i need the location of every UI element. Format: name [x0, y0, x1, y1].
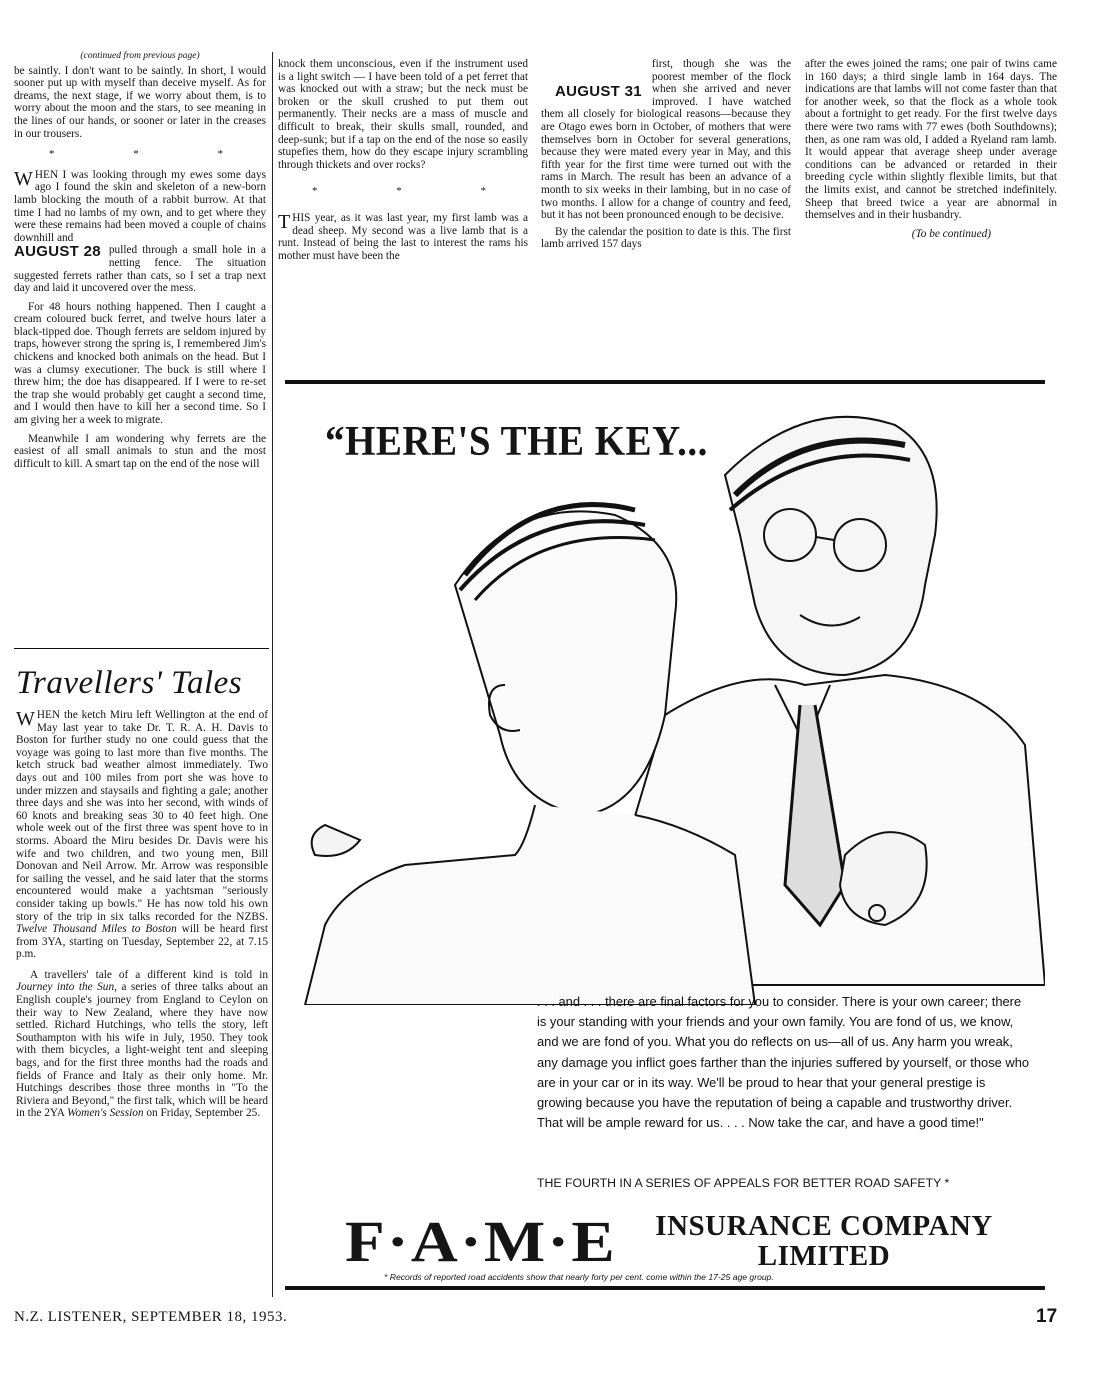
paragraph-text: HIS year, as it was last year, my first lamb was a dead sheep. My second was a live lamb that is a runt. Instead of being the last to interest the rams his mother must have been the — [278, 211, 528, 262]
paragraph: after the ewes joined the rams; one pair of twins came in 160 days; a third single lamb in 164 days. The indications are that lambs will not come faster than that for another week, so that the flock as a whole took about a fortnight to get ready. For the first twelve days there were two rams with 77 ewes (both Southdowns); then, as one ram was old, I added a Ryeland ram lamb. It would appear that average sheep under average conditions can be advanced or retarded in their breeding cycle within slightly flexible limits, but that the limits exist, and cannot be stretched indefinitely. Sheep that breed twice a year are abnormal in themselves and in their husbandry. — [805, 58, 1057, 222]
column-divider — [272, 52, 273, 1297]
paragraph — [16, 969, 268, 1120]
column-rule — [14, 648, 269, 649]
article-column-4 — [805, 58, 1057, 240]
paragraph: Meanwhile I am wondering why ferrets are the easiest of all small animals to stun and the most difficult to kill. A smart tap on the end of the nose will — [14, 432, 266, 470]
continued-note: (continued from previous page) — [80, 51, 200, 61]
italic-title: Journey into the Sun, — [16, 981, 117, 994]
paragraph: By the calendar the position to date is this. The first lamb arrived 157 days — [541, 225, 791, 251]
paragraph — [14, 244, 266, 294]
dateline: AUGUST 28 — [14, 243, 101, 261]
paragraph: be saintly. I don't want to be saintly. In short, I would sooner put up with myself than deceive myself. As for dreams, the next stage, if we worry about them, is to worry about the moon and the stars, to see meaning in the lines of our hands, or sooner or later in the creases in our trousers. — [14, 64, 266, 140]
paragraph-text: on Friday, September 25. — [146, 1107, 261, 1120]
paragraph-text: pulled through a small hole in a netting fence. The situation suggested ferrets rather than cats, so I set a trap next day and laid it uncovered over the mess. — [14, 244, 266, 295]
drop-cap: W — [16, 708, 35, 730]
article-column-2 — [278, 58, 528, 268]
paragraph-text: A travellers' tale of a different kind is told in — [30, 968, 268, 981]
travellers-tales — [16, 655, 268, 1126]
publication-footer: N.Z. LISTENER, SEPTEMBER 18, 1953. — [14, 1309, 288, 1325]
paragraph: For 48 hours nothing happened. Then I caught a cream coloured buck ferret, and twelve hours later a black-tipped doe. Though ferrets are seldom injured by traps, however strong the spring is, I remembered Jim's chickens and knocked both animals on the head. But I was a clumsy executioner. The buck is still where I threw him; the doe has disappeared. If I were to re-set the trap she would probably get caught a second time, and I would then have to kill her a second time. So I am giving her a week to migrate. — [14, 300, 266, 427]
page-number: 17 — [1036, 1306, 1058, 1327]
dateline: AUGUST 31 — [555, 83, 642, 100]
illustration-two-men — [285, 385, 1045, 1005]
paragraph — [16, 709, 268, 961]
article-column-1 — [14, 50, 266, 476]
ad-series-line: THE FOURTH IN A SERIES OF APPEALS FOR BETTER ROAD SAFETY * — [537, 1176, 950, 1190]
company-name-line2: LIMITED — [757, 1240, 891, 1272]
italic-title: Women's Session — [67, 1107, 144, 1120]
to-be-continued: (To be continued) — [911, 227, 991, 240]
ad-footnote: * Records of reported road accidents show that nearly forty per cent. come within the 17-25 age group. — [384, 1272, 774, 1282]
paragraph-text: HEN the ketch Miru left Wellington at the end of May last year to take Dr. T. R. A. H. Davis to Boston for further study no one could guess that the voyage was going to last more than five months. The ketch struck bad weather almost immediately. Two days out and 100 miles from port she was hove to under mizzen and staysails and fighting a gale; another three days and she was into her second, with winds of 60 knots and breaking seas 30 to 40 feet high. One whole week out of the first three was spent hove to in storms. Aboard the Miru besides Dr. Davis were his wife and two children, and two young men, Bill Donovan and Neil Arrow. Mr. Arrow was responsible for sailing the vessel, and he said later that the storms encountered would make a yachtsman "seriously consider taking up bowls." He has now told his own story of the trip in six talks recorded for the NZBS. — [16, 709, 268, 923]
paragraph — [14, 169, 266, 245]
ad-bottom-rule — [285, 1286, 1045, 1290]
italic-title: Twelve Thousand Miles to Boston — [16, 923, 177, 936]
ad-top-rule — [285, 380, 1045, 384]
paragraph-text: HEN I was looking through my ewes some days ago I found the skin and skeleton of a new-born lamb blocking the mouth of a rabbit burrow. At that time I had no lambs of my own, and to get where they were these remains had been moved a couple of chains downhill and — [14, 168, 266, 244]
ad-body-copy: . . . and . . . there are final factors for you to consider. There is your own career; there is your standing with your friends and your own family. You are fond of us, we know, and we are fond of you. What you do reflects on us—all of us. Any harm you wreak, any damage you inflict goes farther than the injuries suffered by yourself, or those who are in your car or in its way. We'll be proud to hear that your general prestige is growing because you have the reputation of being a capable and trustworthy driver. That will be ample reward for us. . . . Now take the car, and have a good time!" — [537, 994, 1030, 1131]
company-name — [640, 1211, 1008, 1271]
drop-cap: T — [278, 210, 291, 233]
paragraph-text: a series of three talks about an English couple's journey from England to Ceylon on their way to New Zealand, where they have now settled. Richard Hutchings, who tells the story, left Southampton with his wife in July, 1950. They took with them bicycles, a light-weight tent and sleeping bags, and for the first three months had the roads and fields of France and Italy as their only home. Mr. Hutchings describes those three months in "To the Riviera and Beyond," the first talk, which will be heard in the 2YA — [16, 981, 268, 1120]
paragraph — [541, 58, 791, 222]
section-title: Travellers' Tales — [16, 665, 243, 701]
article-column-3 — [541, 58, 791, 257]
paragraph-text: first, though she was the poorest member of the flock when she arrived and never improved. I have watched them all closely for biological reasons—because they are Otago ewes born in October, of mothers that were themselves born in October for several generations, because they were mated every year in May, and this fifth year for the first time were turned out with the rams in March. The result has been an advance of a month to six weeks in their lambing, but in no case of two months. I allow for a change of country and feed, but it has not been pronounced enough to be decisive. — [541, 58, 791, 222]
paragraph: knock them unconscious, even if the instrument used is a light switch — I have been told of a pet ferret that was knocked out with a straw; but the neck must be broken or the skull crushed to put them out permanently. Their necks are a mass of muscle and difficult to break, their skulls small, rounded, and deep-sunk; but if a tap on the end of the nose so easily stupefies them, how do they escape injury scrambling through thickets and over rocks? — [278, 58, 528, 171]
fame-logo: F·A·M·E — [345, 1209, 617, 1274]
drop-cap: W — [14, 167, 33, 190]
company-name-line1: INSURANCE COMPANY — [655, 1210, 993, 1242]
ad-headline: “HERE'S THE KEY... — [325, 419, 708, 465]
paragraph-text: will be heard first from 3YA, starting on Tuesday, September 22, at 7.15 p.m. — [16, 923, 268, 961]
section-break: * * * — [312, 185, 524, 198]
paragraph — [278, 212, 528, 262]
section-break: * * * — [49, 148, 261, 161]
